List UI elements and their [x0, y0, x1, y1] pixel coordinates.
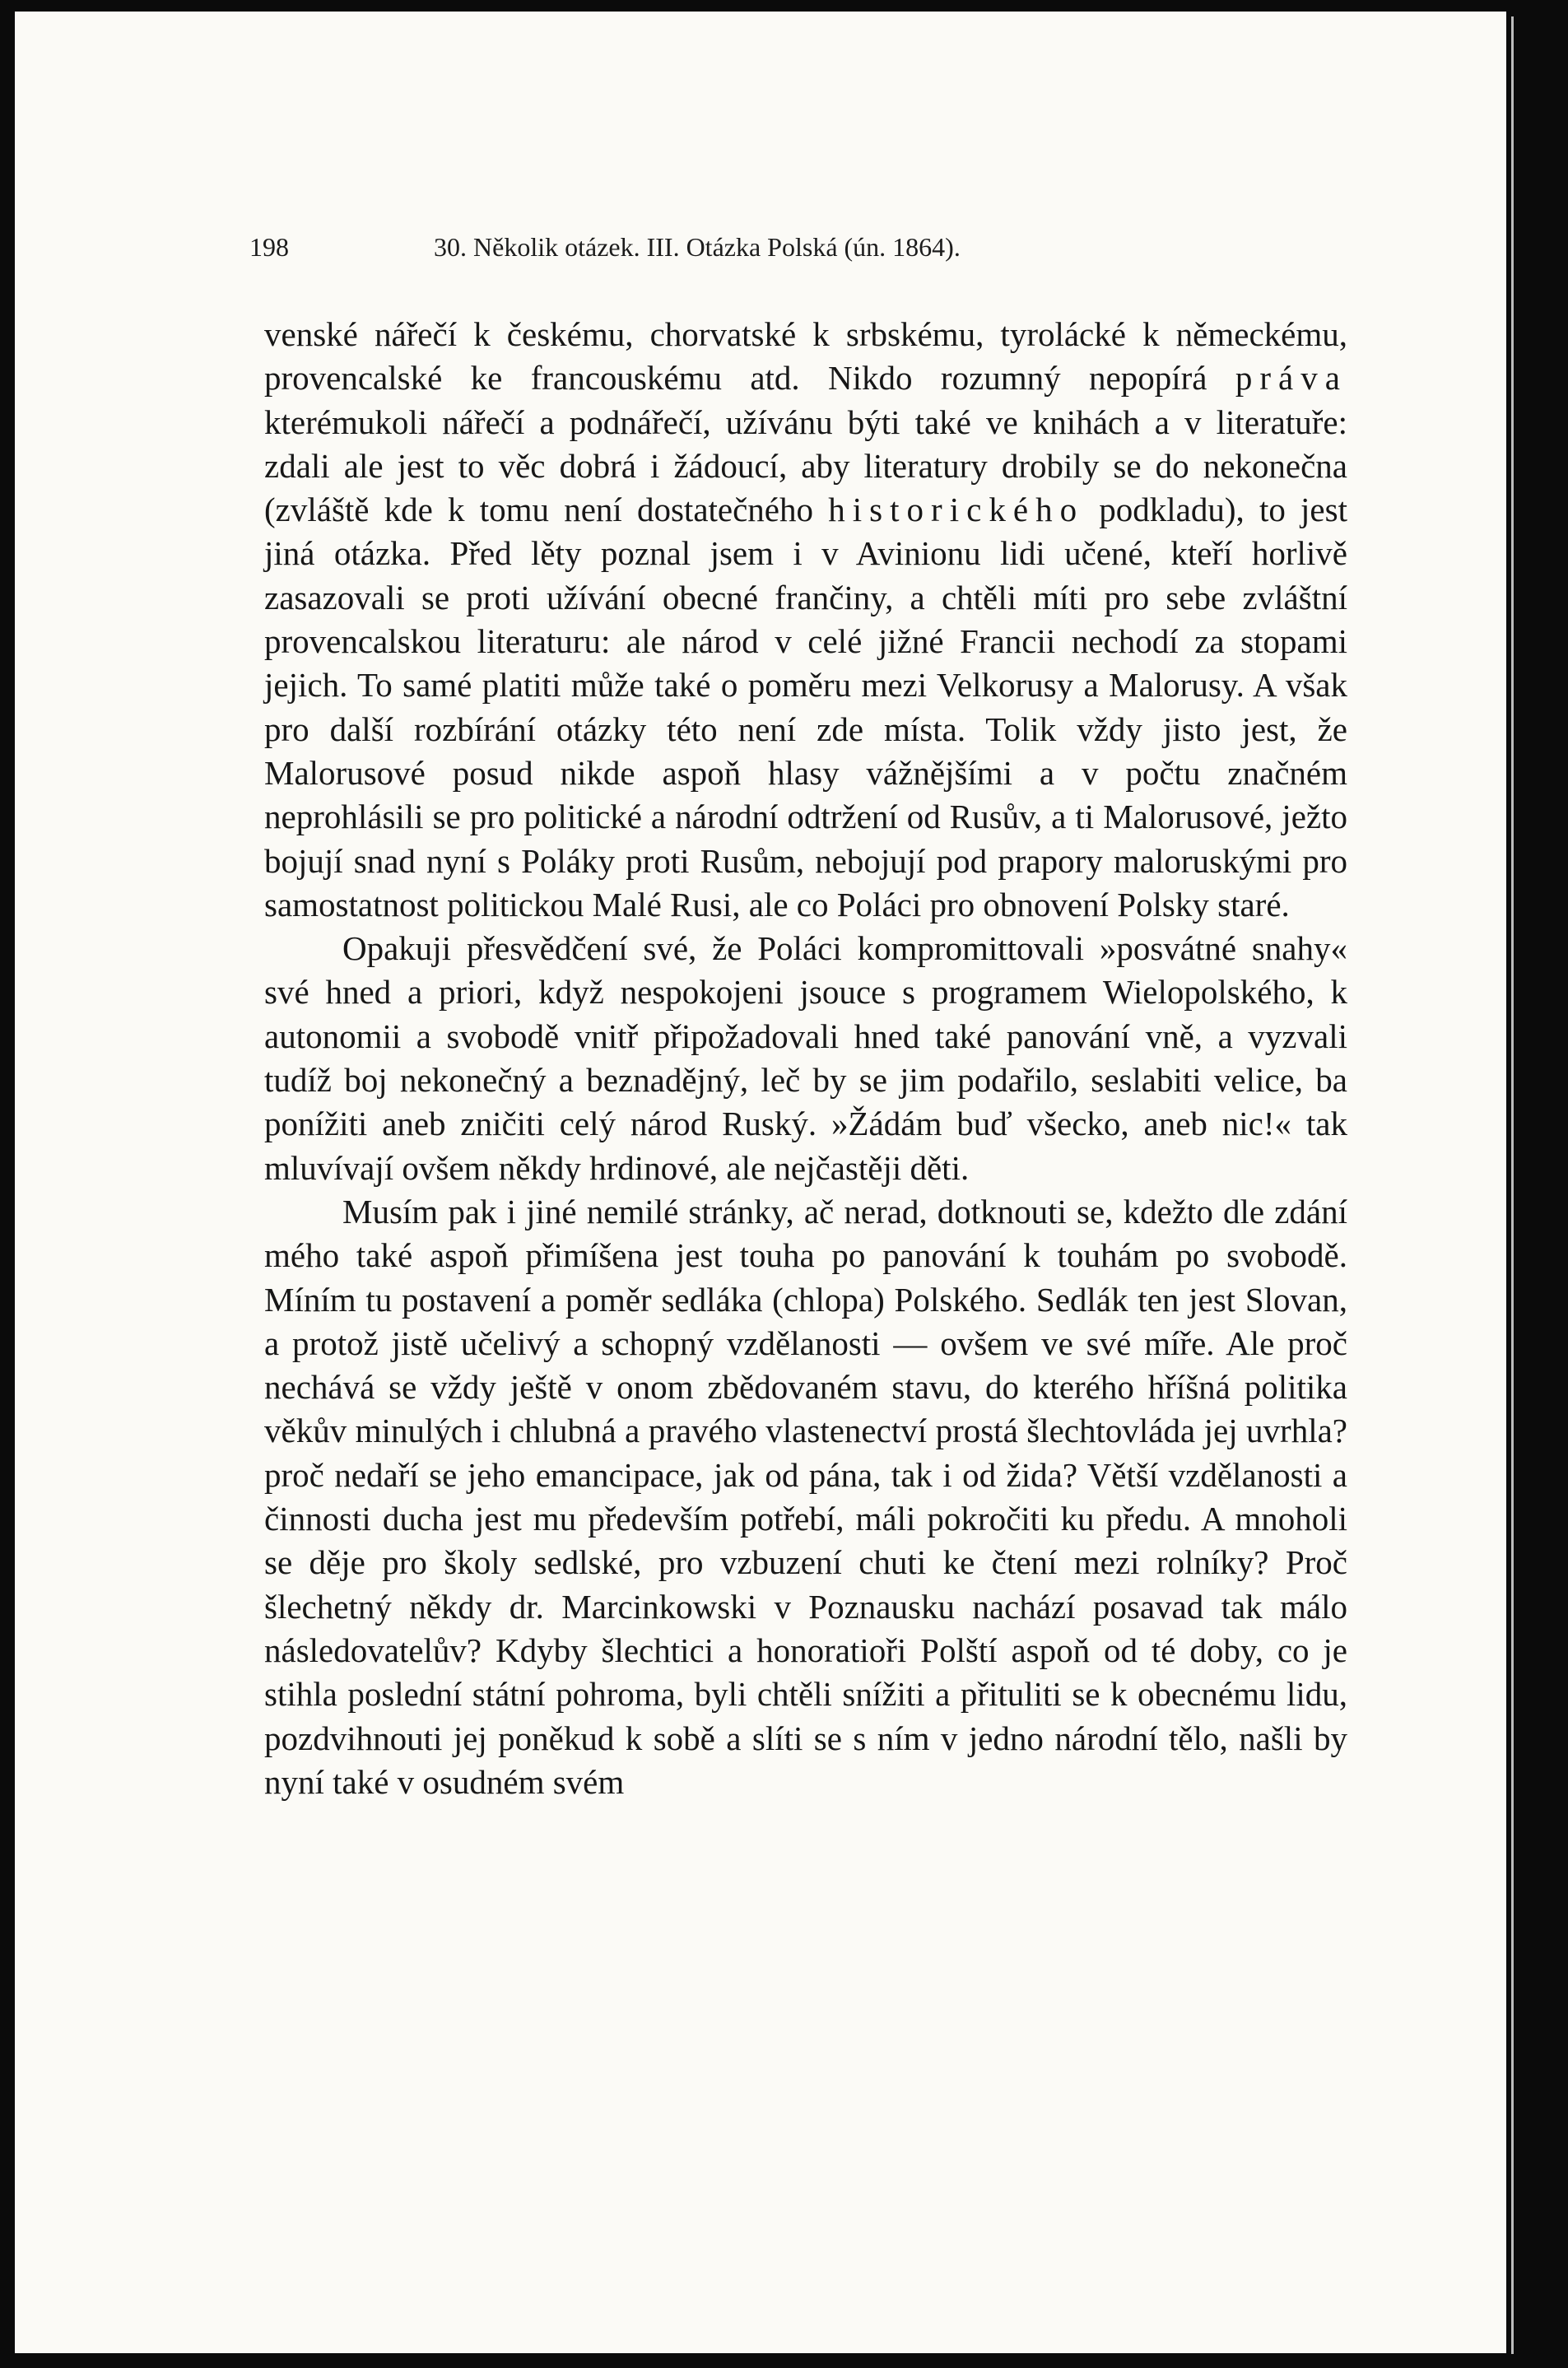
page-number: 198: [249, 232, 289, 262]
paragraph-2: Opakuji přesvědčení své, že Poláci kompromittovali »posvátné snahy« své hned a priori, když nespokojeni jsouce s programem Wielopolského, k autonomii a svobodě vnitř připožadovali hned také panování vně, a vyzvali tudíž boj nekonečný a beznadějný, leč by se jim podařilo, seslabiti velice, ba ponížiti aneb zničiti celý národ Ruský. »Žádám buď všecko, aneb nic!« tak mluvívají ovšem někdy hrdinové, ale nejčastěji děti.: [264, 929, 1347, 1187]
paragraph-text: venské nářečí k českému, chorvatské k srbskému, tyrolácké k německému, provencalské ke francouskému atd. Nikdo rozumný nepopírá: [264, 315, 1347, 398]
spaced-emphasis: práva: [1235, 359, 1347, 398]
paragraph-text: podkladu), to jest jiná otázka. Před lěty poznal jsem i v Avinionu lidi učené, kteří horlivě zasazovali se proti užívání obecné frančiny, a chtěli míti pro sebe zvláštní provencalskou literaturu: ale národ v celé jižné Francii nechodí za stopami jejich. To samé platiti může také o poměru mezi Velkorusy a Malorusy. A však pro další rozbírání otázky této není zde místa. Tolik vždy jisto jest, že Malorusové posud nikde aspoň hlasy vážnějšími a v počtu značném neprohlásili se pro politické a národní odtržení od Rusův, a ti Malorusové, ježto bojují snad nyní s Poláky proti Rusům, nebojují pod prapory maloruskými pro samostatnost politickou Malé Rusi, ale co Poláci pro obnovení Polsky staré.: [264, 491, 1347, 923]
paragraph-text: kterémukoli nářečí a podnářečí, užívánu býti také ve knihách a v literatuře: zdali ale jest to věc dobrá i žádoucí, aby literatury drobily se do nekonečna (zvláště kde k tomu není dostatečného: [264, 402, 1347, 529]
running-header: [249, 232, 1352, 263]
body-text: [264, 313, 1347, 1804]
paragraph-3: Musím pak i jiné nemilé stránky, ač nerad, dotknouti se, kdežto dle zdání mého také aspoň přimíšena jest touha po panování k touhám po svobodě. Míním tu postavení a poměr sedláka (chlopa) Polského. Sedlák ten jest Slovan, a protož jistě učelivý a schopný vzdělanosti — ovšem ve své míře. Ale proč nechává se vždy ještě v onom zbědovaném stavu, do kterého hříšná politika věkův minulých i chlubná a pravého vlastenectví prostá šlechtovláda jej uvrhla? proč nedaří se jeho emancipace, jak od pána, tak i od žida? Větší vzdělanosti a činnosti ducha jest mu především potřebí, máli pokročiti ku předu. A mnoholi se děje pro školy sedlské, pro vzbuzení chuti ke čtení mezi rolníky? Proč šlechetný někdy dr. Marcinkowski v Poznausku nachází posavad tak málo následovatelův? Kdyby šlechtici a honoratioři Polští aspoň od té doby, co je stihla poslední státní pohroma, byli chtěli snížiti a přituliti se k obecnému lidu, pozdvihnouti jej poněkud k sobě a slíti se s ním v jedno národní tělo, našli by nyní také v osudném svém: [264, 1192, 1347, 1801]
scan-border: [1506, 0, 1568, 2368]
paragraph-1: [264, 313, 1347, 927]
spaced-emphasis: historického: [828, 491, 1085, 529]
page-edge-line: [1511, 16, 1514, 2354]
running-title: 30. Několik otázek. III. Otázka Polská (ún. 1864).: [434, 232, 961, 262]
